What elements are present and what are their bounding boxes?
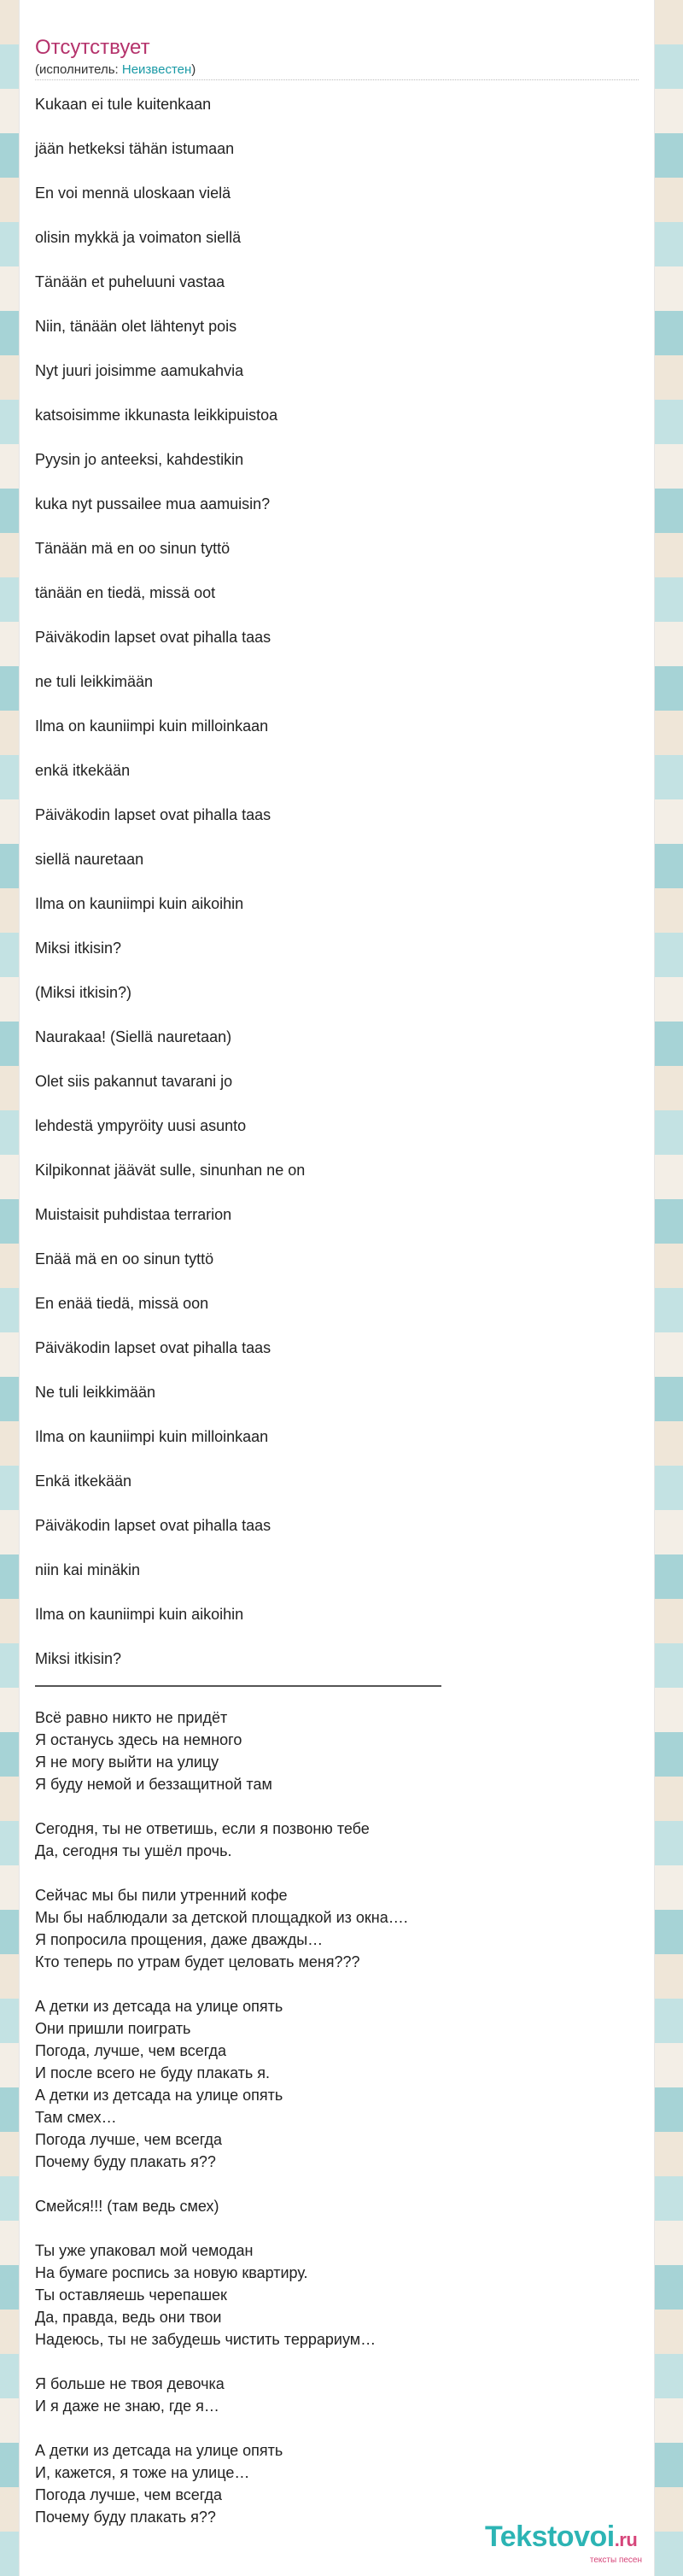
lyric-line: Enkä itkekään [35, 1472, 132, 1490]
translation-line: Я попросила прощения, даже дважды… [35, 1931, 324, 1948]
lyric-line: Tänään et puheluuni vastaa [35, 273, 225, 290]
stanza-gap [35, 1862, 633, 1884]
lyric-line: Päiväkodin lapset ovat pihalla taas [35, 1339, 271, 1356]
header-rule [35, 79, 639, 80]
translation-line: Кто теперь по утрам будет целовать меня??? [35, 1953, 360, 1970]
lyric-line: Naurakaa! (Siellä nauretaan) [35, 1028, 232, 1045]
translation-line: И после всего не буду плакать я. [35, 2064, 271, 2081]
translation-divider [35, 1685, 441, 1687]
translation-line: Почему буду плакать я?? [35, 2153, 216, 2170]
lyric-line: lehdestä ympyröity uusi asunto [35, 1117, 247, 1134]
lyric-line: Pyysin jo anteeksi, kahdestikin [35, 451, 244, 468]
translation-line: Погода, лучше, чем всегда [35, 2042, 226, 2059]
translation-line: Я буду немой и беззащитной там [35, 1776, 272, 1793]
original-lyrics [35, 82, 581, 1681]
stanza-gap [35, 1973, 633, 1995]
lyric-line: Ne tuli leikkimään [35, 1384, 156, 1401]
lyric-line: Nyt juuri joisimme aamukahvia [35, 362, 244, 379]
translation-line: Они пришли поиграть [35, 2020, 191, 2037]
logo-tld: .ru [614, 2529, 638, 2550]
lyric-line: niin kai minäkin [35, 1561, 141, 1578]
translation-line: Да, сегодня ты ушёл прочь. [35, 1842, 232, 1859]
lyric-line: katsoisimme ikkunasta leikkipuistoa [35, 407, 278, 424]
translation-line: Погода лучше, чем всегда [35, 2486, 222, 2503]
stanza-gap [35, 2173, 633, 2195]
lyric-line: En enää tiedä, missä oon [35, 1295, 209, 1312]
translation-line: Надеюсь, ты не забудешь чистить террариум… [35, 2331, 377, 2348]
translation-line: Я останусь здесь на немного [35, 1731, 242, 1748]
lyric-line: tänään en tiedä, missä oot [35, 584, 216, 601]
lyric-line: Ilma on kauniimpi kuin aikoihin [35, 1606, 244, 1623]
site-logo[interactable] [485, 2520, 656, 2563]
translation-line: А детки из детсада на улице опять [35, 1998, 283, 2015]
translation-line: На бумаге роспись за новую квартиру. [35, 2264, 308, 2281]
lyric-line: Päiväkodin lapset ovat pihalla taas [35, 629, 271, 646]
song-title: Отсутствует [35, 36, 150, 59]
translation-line: А детки из детсада на улице опять [35, 2087, 283, 2104]
translation-line: И я даже не знаю, где я… [35, 2397, 219, 2415]
translation-line: И, кажется, я тоже на улице… [35, 2464, 250, 2481]
lyric-line: siellä nauretaan [35, 851, 144, 868]
stanza-gap [35, 2217, 633, 2239]
performer-line [35, 62, 196, 77]
lyric-line: jään hetkeksi tähän istumaan [35, 140, 235, 157]
translation-line: Смейся!!! (там ведь смех) [35, 2198, 219, 2215]
lyric-line: Olet siis pakannut tavarani jo [35, 1073, 233, 1090]
translation-line: Почему буду плакать я?? [35, 2509, 216, 2526]
translation-line: Всё равно никто не придёт [35, 1709, 228, 1726]
lyric-line: kuka nyt pussailee mua aamuisin? [35, 495, 271, 512]
logo-tagline: тексты песен [589, 2556, 642, 2565]
translation-line: Я больше не твоя девочка [35, 2375, 225, 2392]
translation-lyrics [35, 1707, 633, 2528]
translation-line: Ты уже упаковал мой чемодан [35, 2242, 254, 2259]
translation-line: Погода лучше, чем всегда [35, 2131, 222, 2148]
stanza-gap [35, 2351, 633, 2373]
lyric-line: Ilma on kauniimpi kuin milloinkaan [35, 1428, 269, 1445]
lyric-line: Päiväkodin lapset ovat pihalla taas [35, 1517, 271, 1534]
lyric-line: Muistaisit puhdistaa terrarion [35, 1206, 232, 1223]
translation-line: Ты оставляешь черепашек [35, 2286, 227, 2304]
lyric-line: Ilma on kauniimpi kuin milloinkaan [35, 717, 269, 735]
performer-suffix: ) [191, 62, 196, 77]
logo-brand: Tekstovoi [485, 2520, 615, 2553]
lyric-line: Miksi itkisin? [35, 940, 122, 957]
lyric-line: Miksi itkisin? [35, 1650, 122, 1667]
lyrics-sheet [20, 0, 654, 2576]
translation-line: Сегодня, ты не ответишь, если я позвоню тебе [35, 1820, 370, 1837]
stanza-gap [35, 2417, 633, 2439]
performer-prefix: (исполнитель: [35, 62, 122, 77]
translation-line: Да, правда, ведь они твои [35, 2309, 222, 2326]
lyric-line: En voi mennä uloskaan vielä [35, 184, 231, 202]
lyric-line: ne tuli leikkimään [35, 673, 154, 690]
lyric-line: enkä itkekään [35, 762, 131, 779]
translation-line: Мы бы наблюдали за детской площадкой из окна…. [35, 1909, 408, 1926]
lyric-line: Niin, tänään olet lähtenyt pois [35, 318, 237, 335]
translation-line: Я не могу выйти на улицу [35, 1753, 219, 1771]
translation-line: Там смех… [35, 2109, 117, 2126]
artist-link[interactable]: Неизвестен [121, 62, 192, 77]
lyric-line: Kukaan ei tule kuitenkaan [35, 96, 212, 113]
lyric-line: olisin mykkä ja voimaton siellä [35, 229, 242, 246]
lyric-line: Tänään mä en oo sinun tyttö [35, 540, 231, 557]
lyric-line: Päiväkodin lapset ovat pihalla taas [35, 806, 271, 823]
translation-line: А детки из детсада на улице опять [35, 2442, 283, 2459]
lyric-line: Kilpikonnat jäävät sulle, sinunhan ne on [35, 1162, 306, 1179]
lyric-line: (Miksi itkisin?) [35, 984, 132, 1001]
stanza-gap [35, 1795, 633, 1818]
lyric-line: Enää mä en oo sinun tyttö [35, 1250, 214, 1268]
lyric-line: Ilma on kauniimpi kuin aikoihin [35, 895, 244, 912]
translation-line: Сейчас мы бы пили утренний кофе [35, 1887, 288, 1904]
